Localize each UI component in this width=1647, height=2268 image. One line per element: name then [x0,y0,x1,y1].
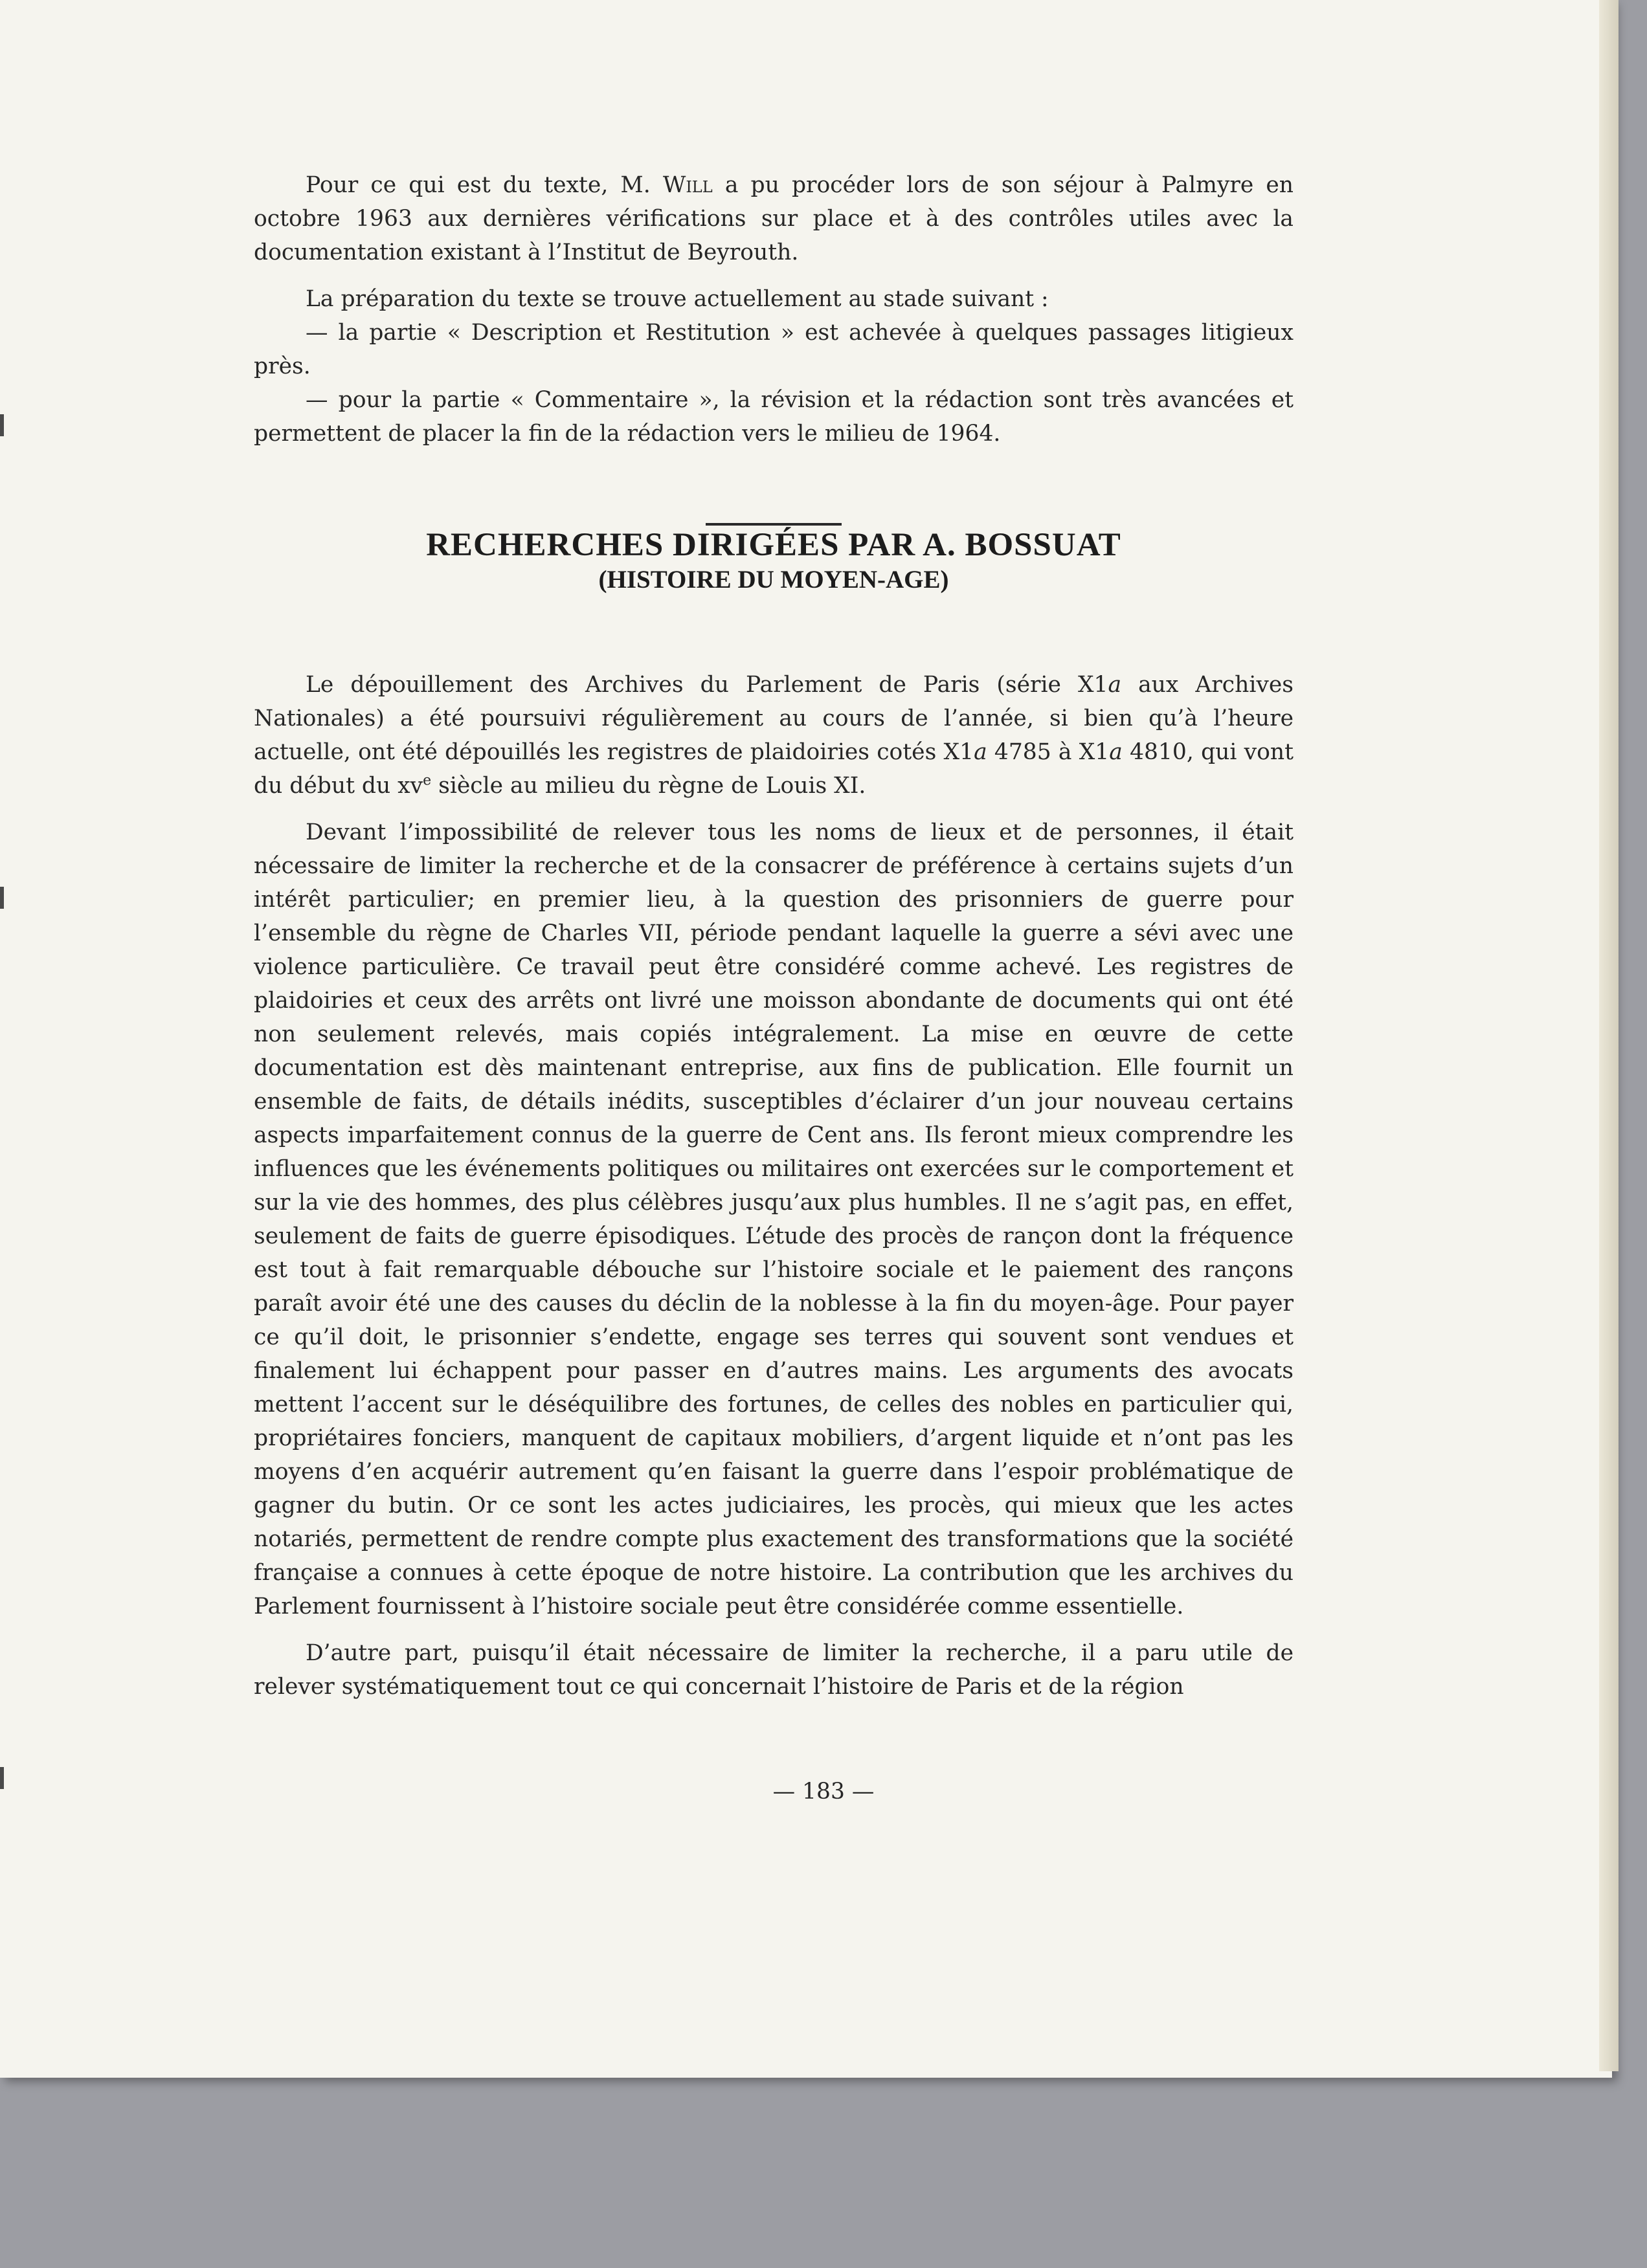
text-run: aux Archives Nationales) a été poursuivi régulièrement au cours de l’année, si bien qu’à l’heure actuelle, ont été dépouillés les registres de plaidoiries cotés X1 [254,672,1294,765]
binding-mark [0,887,4,909]
paragraph-paris: D’autre part, puisqu’il était nécessaire de limiter la recherche, il a paru utile de relever systématiquement tout ce qui concernait l’histoire de Paris et de la région [254,1640,1294,1700]
text-run: Pour ce qui est du texte, M. [306,172,651,198]
paragraph-depouillement [254,668,1294,803]
italic-run: a [1109,739,1123,765]
section-title: RECHERCHES DIRIGÉES PAR A. BOSSUAT [426,527,1121,563]
text-run: a pu procéder lors de son séjour à Palmyre en octobre 1963 aux dernières vérifications sur place et à des contrôles utiles avec la documentation existant à l’Institut de Beyrouth. [254,172,1294,265]
binding-mark [0,414,4,436]
superscript: e [423,772,432,789]
page-number: — 183 — [772,1779,875,1805]
text-run: 4810, qui vont du début du xv [254,739,1294,799]
list-item-commentaire: — pour la partie « Commentaire », la révision et la rédaction sont très avancées et permettent de placer la fin de la rédaction vers le milieu de 1964. [254,387,1294,447]
text-run: 4785 à X1 [987,739,1110,765]
paragraph-will [254,168,1294,269]
list-item-description: — la partie « Description et Restitution » est achevée à quelques passages litigieux près. [254,320,1294,379]
text-run: Le dépouillement des Archives du Parlement de Paris (série X1 [306,672,1108,698]
paragraph-prisonniers: Devant l’impossibilité de relever tous les noms de lieux et de personnes, il était nécessaire de limiter la recherche et de la consacrer de préférence à certains sujets d’un intérêt particulier; en premier lieu, à la question des prisonniers de guerre pour l’ensemble du règne de Charles VII, période pendant laquelle la guerre a sévi avec une violence particulière. Ce travail peut être considéré comme achevé. Les registres de plaidoiries et ceux des arrêts ont livré une moisson abondante de documents qui ont été non seulement relevés, mais copiés intégralement. La mise en œuvre de cette documentation est dès maintenant entreprise, aux fins de publication. Elle fournit un ensemble de faits, de détails inédits, susceptibles d’éclairer d’un jour nouveau certains aspects imparfaitement connus de la guerre de Cent ans. Ils feront mieux comprendre les influences que les événements politiques ou militaires ont exercées sur le comportement et sur la vie des hommes, des plus célèbres jusqu’aux plus humbles. Il ne s’agit pas, en effet, seulement de faits de guerre épisodiques. L’étude des procès de rançon dont la fréquence est tout à fait remarquable débouche sur l’histoire sociale et le paiement des rançons paraît avoir été une des causes du déclin de la noblesse à la fin du moyen-âge. Pour payer ce qu’il doit, le prisonnier s’endette, engage ses terres qui souvent sont vendues et finalement lui échappent pour passer en d’autres mains. Les arguments des avocats mettent l’accent sur le déséquilibre des fortunes, de celles des nobles en particulier qui, propriétaires fonciers, manquent de capitaux mobiliers, d’argent liquide et n’ont pas les moyens d’en acquérir autrement qu’en faisant la guerre dans l’espoir problématique de gagner du butin. Or ce sont les actes judiciaires, les procès, qui mieux que les actes notariés, permettent de rendre compte plus exactement des transformations que la société française a connues à cette époque de notre histoire. La contribution que les archives du Parlement fournissent à l’histoire sociale peut être considérée comme essentielle. [254,819,1294,1619]
italic-run: a [974,739,987,765]
author-name: Will [662,172,713,198]
page-content [254,168,1294,1704]
paragraph-preparation: La préparation du texte se trouve actuellement au stade suivant : [306,286,1049,312]
italic-run: a [1108,672,1122,698]
section-subtitle: (HISTOIRE DU MOYEN-AGE) [598,566,949,594]
text-run: siècle au milieu du règne de Louis XI. [431,773,866,799]
page-edge [1599,0,1619,2071]
